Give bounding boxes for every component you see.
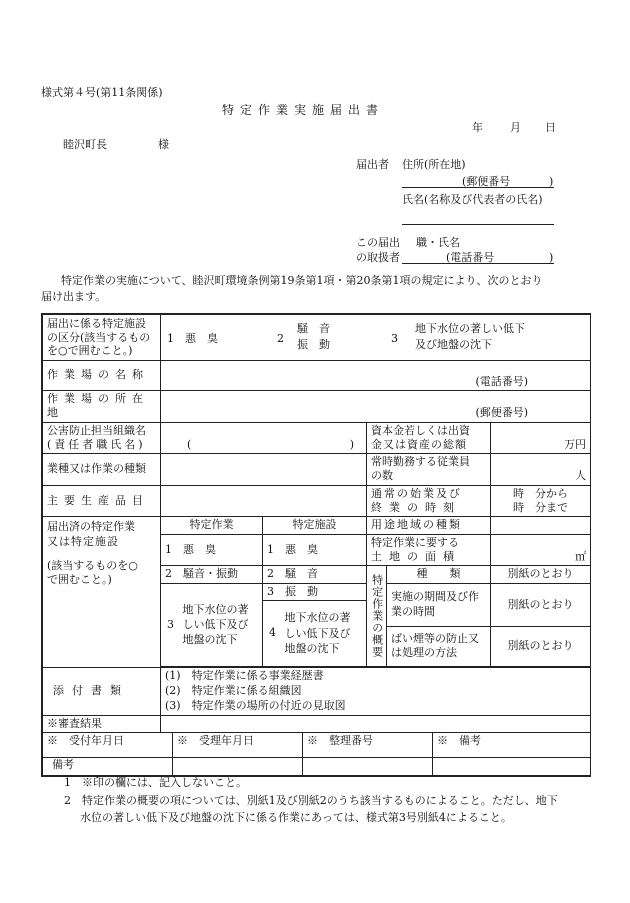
hours-label xyxy=(367,485,491,517)
category-2-num: 2 xyxy=(277,331,284,345)
phone-close: ) xyxy=(549,251,554,264)
pollution-manager-label xyxy=(43,422,161,454)
col-specific-facility: 特定施設 xyxy=(263,517,367,534)
address-label: 住所(所在地) xyxy=(402,158,466,171)
intro-line-1: 特定作業の実施について、睦沢町環境条例第19条第1項・第20条第1項の規定により、次のとおり xyxy=(61,274,543,287)
category-2-text-a: 騒 音 xyxy=(297,321,330,335)
postal-close: ) xyxy=(549,175,554,188)
hours-from: 時 分から xyxy=(513,486,569,500)
notification-form xyxy=(41,313,591,777)
facility-category-options[interactable] xyxy=(161,315,591,361)
capital-unit: 万円 xyxy=(564,437,587,451)
handler-underline[interactable] xyxy=(402,263,554,264)
capital-field[interactable] xyxy=(491,422,591,454)
col-specific-work: 特定作業 xyxy=(161,517,263,534)
workplace-phone-label: (電話番号) xyxy=(475,374,529,388)
employees-label xyxy=(367,454,491,486)
facility-option-4[interactable] xyxy=(263,600,367,666)
paren-open: ( xyxy=(187,437,192,451)
hours-field[interactable] xyxy=(491,485,591,517)
notified-label-4: で囲むこと。) xyxy=(47,573,112,587)
work-option-3-num: 3 xyxy=(167,617,174,631)
overview-period-label: 実施の期間及び作業の時間 xyxy=(387,583,491,626)
employees-label-1: 常時勤務する従業員 xyxy=(371,455,470,469)
name-label: 氏名(名称及び代表者の氏名) xyxy=(402,193,543,206)
address-underline[interactable] xyxy=(402,187,554,188)
land-area-label-2: 土地の面積 xyxy=(371,549,461,563)
overview-period-value: 別紙のとおり xyxy=(491,583,591,626)
land-area-unit: ㎡ xyxy=(575,549,587,563)
phone-label: (電話番号 xyxy=(446,251,495,264)
capital-label-2: 金又は資産の総額 xyxy=(371,437,467,451)
reference-number-field[interactable] xyxy=(303,757,433,775)
reference-number-label: ※ 整理番号 xyxy=(303,733,433,757)
workplace-name-field[interactable] xyxy=(161,361,591,391)
paren-close: ) xyxy=(349,437,354,451)
note-2-line-2: 水位の著しい低下及び地盤の沈下に係る作業にあっては、様式第3号別紙4によること。 xyxy=(80,811,512,824)
receipt-date-label: ※ 受付年月日 xyxy=(43,733,173,757)
capital-label-1: 資本金若しくは出資 xyxy=(371,423,470,437)
addressee: 睦沢町長 xyxy=(63,138,107,151)
category-1-num: 1 xyxy=(167,331,174,345)
facility-option-1[interactable]: 1 悪 臭 xyxy=(263,534,367,566)
handler-label-1: この届出 xyxy=(356,236,400,249)
category-1-text: 悪 臭 xyxy=(185,331,218,345)
category-3-text-b: 及び地盤の沈下 xyxy=(415,337,492,351)
note-2-line-1: 2 特定作業の概要の項については、別紙1及び別紙2のうち該当するものによること。ただし、地下 xyxy=(64,794,558,807)
date-year-label: 年 xyxy=(472,121,483,134)
accept-date-label: ※ 受理年月日 xyxy=(173,733,303,757)
workplace-name-label: 作業場の名称 xyxy=(43,361,161,391)
capital-label xyxy=(367,422,491,454)
pollution-manager-label-2: (責任者職氏名) xyxy=(47,437,146,451)
work-option-3-text: 地下水位の著しい低下及び地盤の沈下 xyxy=(182,602,249,647)
notified-label-2: 又は特定施設 xyxy=(47,534,119,548)
attachment-3: (3) 特定作業の場所の付近の見取図 xyxy=(165,699,346,713)
name-underline[interactable] xyxy=(402,224,554,225)
overview-kind-label: 種 類 xyxy=(387,566,491,583)
overview-smoke-value: 別紙のとおり xyxy=(491,626,591,666)
date-day-label: 日 xyxy=(545,121,556,134)
attachment-1: (1) 特定作業に係る事業経歴書 xyxy=(165,669,324,683)
category-2-text-b: 振 動 xyxy=(297,337,330,351)
facility-option-4-num: 4 xyxy=(269,626,276,640)
notified-label-1: 届出済の特定作業 xyxy=(47,520,135,534)
date-month-label: 月 xyxy=(510,121,521,134)
industry-field[interactable] xyxy=(161,454,367,486)
usage-zone-label: 用途地域の種類 xyxy=(367,517,491,534)
products-label: 主要生産品目 xyxy=(43,485,161,517)
notes-heading: 備考 xyxy=(52,758,74,771)
employees-field[interactable] xyxy=(491,454,591,486)
handler-role: 職・氏名 xyxy=(416,236,460,249)
accept-date-field[interactable] xyxy=(173,757,303,775)
review-result-label: ※審査結果 xyxy=(43,715,161,732)
handler-label-2: の取扱者 xyxy=(356,251,400,264)
work-option-1[interactable]: 1 悪 臭 xyxy=(161,534,263,566)
intro-line-2: 届け出ます。 xyxy=(41,290,107,303)
remarks-field[interactable] xyxy=(433,757,591,775)
land-area-label xyxy=(367,534,491,566)
hours-label-1: 通常の始業及び xyxy=(371,486,462,500)
land-area-label-1: 特定作業に要する xyxy=(371,535,459,549)
overview-kind-value: 別紙のとおり xyxy=(491,566,591,583)
facility-option-3[interactable]: 3 振 動 xyxy=(263,583,367,600)
category-3-num: 3 xyxy=(391,331,398,345)
pollution-manager-label-1: 公害防止担当組織名 xyxy=(47,423,146,437)
attachment-2: (2) 特定作業に係る組織図 xyxy=(165,684,302,698)
pollution-manager-field[interactable] xyxy=(161,422,367,454)
overview-smoke-label: ばい煙等の防止又は処理の方法 xyxy=(387,626,491,666)
hours-to: 時 分まで xyxy=(513,501,569,515)
category-3-text-a: 地下水位の著しい低下 xyxy=(415,321,525,335)
products-field[interactable] xyxy=(161,485,367,517)
employees-label-2: の数 xyxy=(371,469,393,483)
notified-label-3: (該当するものを○ xyxy=(47,558,138,572)
work-option-3[interactable] xyxy=(161,583,263,666)
workplace-address-label: 作業場の所在地 xyxy=(43,391,161,423)
usage-zone-field[interactable] xyxy=(491,517,591,534)
overview-label: 特定作業の概要 xyxy=(367,566,387,667)
land-area-field[interactable] xyxy=(491,534,591,566)
employees-unit: 人 xyxy=(575,469,587,483)
note-1: 1 ※印の欄には、記入しないこと。 xyxy=(64,776,247,789)
workplace-address-field[interactable] xyxy=(161,391,591,423)
facility-option-2[interactable]: 2 騒 音 xyxy=(263,566,367,583)
facility-option-4-text: 地下水位の著しい低下及び地盤の沈下 xyxy=(284,611,351,656)
hours-label-2: 終業の時刻 xyxy=(371,501,461,515)
form-number: 様式第４号(第11条関係) xyxy=(41,86,163,99)
workplace-postal-label: (郵便番号) xyxy=(475,406,529,420)
attachments-list xyxy=(161,668,591,716)
work-option-2[interactable]: 2 騒音・振動 xyxy=(161,566,263,583)
review-result-field[interactable] xyxy=(161,715,591,732)
applicant-label: 届出者 xyxy=(356,158,389,171)
remarks-label: ※ 備考 xyxy=(433,733,591,757)
notified-label xyxy=(43,517,161,668)
document-title: 特定作業実施届出書 xyxy=(222,103,385,117)
facility-category-label: 届出に係る特定施設の区分(該当するものを○で囲むこと。) xyxy=(43,315,161,361)
addressee-suffix: 様 xyxy=(158,138,169,151)
postal-label: (郵便番号 xyxy=(462,175,511,188)
industry-label: 業種又は作業の種類 xyxy=(43,454,161,486)
attachments-label: 添付書類 xyxy=(43,668,161,716)
